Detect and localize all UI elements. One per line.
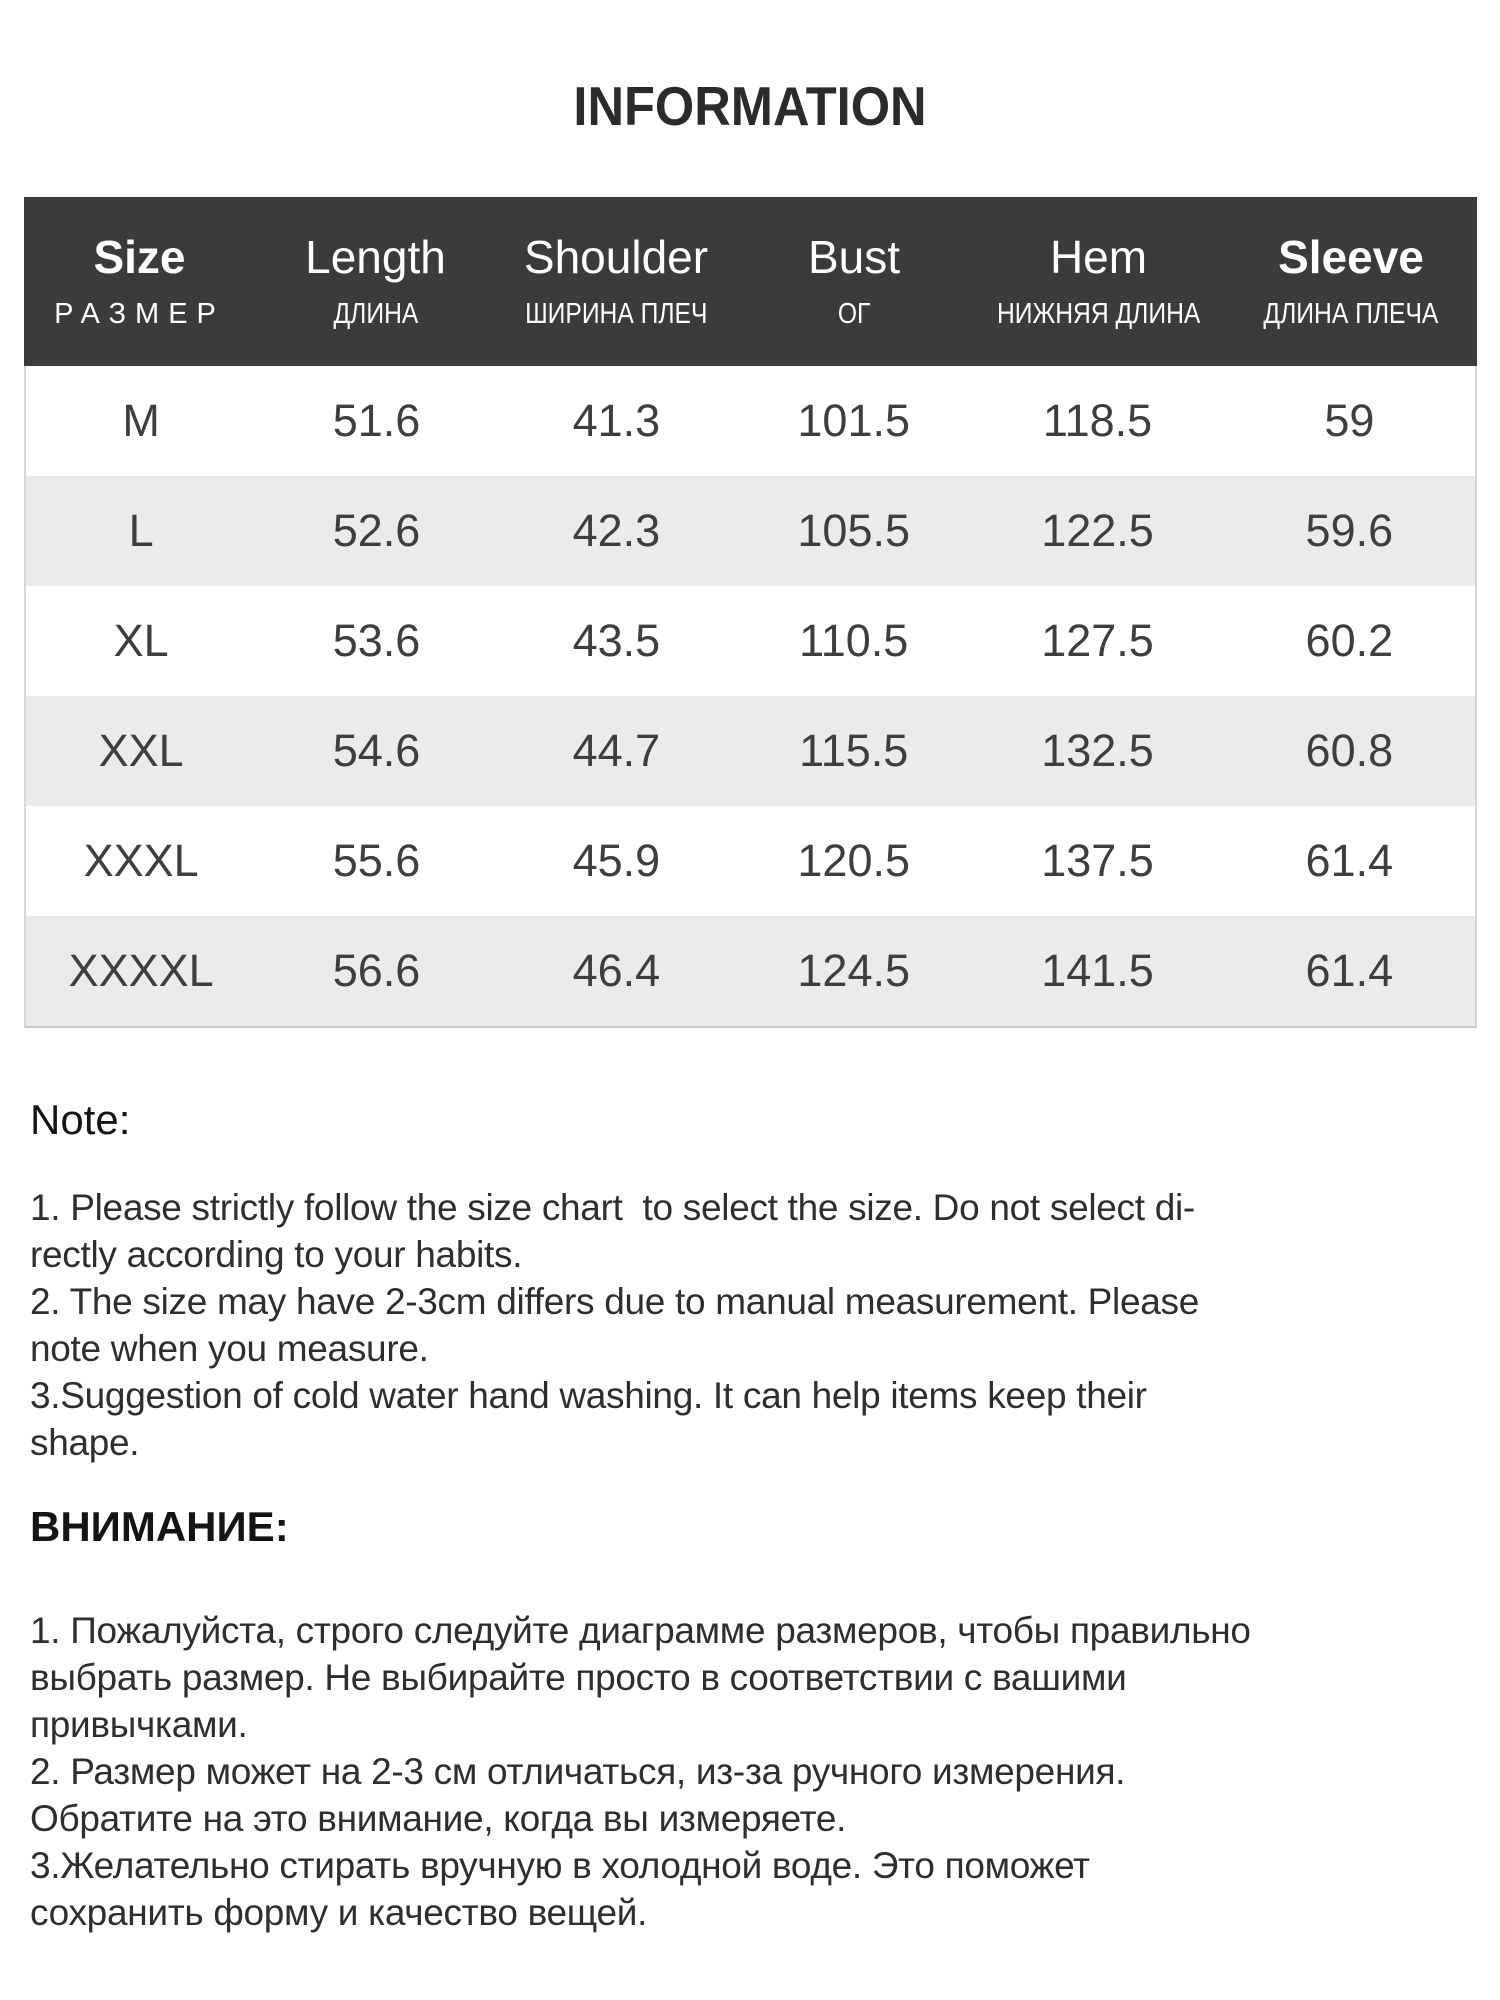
header-label-hem-en: Hem (1049, 231, 1148, 283)
cell-hem: 127.5 (1041, 615, 1154, 666)
cell-hem: 141.5 (1041, 945, 1154, 996)
cell-shoulder: 45.9 (572, 835, 661, 886)
table-row-xxl (26, 696, 1475, 806)
header-label-sleeve-en: Sleeve (1278, 231, 1424, 283)
cell-size: L (128, 505, 154, 556)
cell-sleeve: 59 (1324, 395, 1375, 446)
cell-length: 53.6 (332, 615, 421, 666)
cell-sleeve: 60.2 (1305, 615, 1394, 666)
note-paragraph (30, 1184, 1468, 1466)
attention-heading: ВНИМАНИЕ: (30, 1503, 289, 1550)
note-line: 3.Suggestion of cold water hand washing. It can help items keep their (30, 1375, 1147, 1417)
cell-length: 52.6 (332, 505, 421, 556)
page-title: INFORMATION (573, 75, 927, 137)
cell-size: XL (113, 615, 169, 666)
cell-bust: 120.5 (797, 835, 911, 886)
cell-size: XXXL (83, 835, 199, 886)
cell-sleeve: 60.8 (1305, 725, 1394, 776)
cell-shoulder: 41.3 (572, 395, 661, 446)
cell-length: 55.6 (332, 835, 421, 886)
table-row-xxxxl (26, 916, 1475, 1026)
cell-hem: 122.5 (1041, 505, 1154, 556)
cell-sleeve: 59.6 (1305, 505, 1394, 556)
header-cell-bust (736, 197, 972, 366)
table-row-xxxl (26, 806, 1475, 916)
header-cell-size (24, 197, 255, 366)
note-section (30, 1096, 1468, 1466)
attention-line: 2. Размер может на 2-3 см отличаться, из-за ручного измерения. (30, 1751, 1126, 1793)
attention-line: 3.Желательно стирать вручную в холодной воде. Это поможет (30, 1845, 1090, 1887)
attention-line: 1. Пожалуйста, строго следуйте диаграмме размеров, чтобы правильно (30, 1610, 1251, 1652)
table-row-xl (26, 586, 1475, 696)
size-table (24, 197, 1477, 1028)
attention-line: Обратите на это внимание, когда вы измеряете. (30, 1798, 847, 1840)
note-heading: Note: (30, 1096, 131, 1143)
cell-sleeve: 61.4 (1305, 835, 1394, 886)
note-line: note when you measure. (30, 1328, 429, 1370)
note-line: shape. (30, 1422, 140, 1464)
header-label-shoulder-en: Shoulder (523, 231, 709, 283)
header-label-size-ru: РАЗМЕР (54, 298, 225, 330)
table-header (24, 197, 1477, 366)
cell-hem: 118.5 (1042, 395, 1153, 446)
cell-bust: 110.5 (799, 615, 909, 666)
header-label-length-ru: ДЛИНА (333, 298, 418, 330)
cell-length: 51.6 (332, 395, 421, 446)
table-row-m (26, 366, 1475, 476)
cell-size: XXXXL (68, 945, 214, 996)
attention-section (30, 1503, 1468, 1936)
cell-length: 54.6 (332, 725, 421, 776)
header-label-sleeve-ru: ДЛИНА ПЛЕЧА (1263, 298, 1439, 330)
header-label-hem-ru: НИЖНЯЯ ДЛИНА (996, 298, 1201, 330)
cell-shoulder: 43.5 (572, 615, 661, 666)
attention-line: сохранить форму и качество вещей. (30, 1892, 648, 1934)
cell-size: M (122, 395, 160, 446)
header-cell-length (255, 197, 496, 366)
header-cell-sleeve (1225, 197, 1477, 366)
cell-hem: 137.5 (1041, 835, 1154, 886)
cell-bust: 124.5 (797, 945, 911, 996)
table-row-l (26, 476, 1475, 586)
cell-size: XXL (98, 725, 184, 776)
cell-bust: 101.5 (797, 395, 911, 446)
header-cell-hem (972, 197, 1225, 366)
header-label-length-en: Length (305, 231, 446, 283)
header-cell-shoulder (496, 197, 736, 366)
note-line: 2. The size may have 2-3cm differs due to manual measurement. Please (30, 1281, 1200, 1323)
table-body (24, 366, 1477, 1028)
cell-bust: 115.5 (799, 725, 909, 776)
note-line: 1. Please strictly follow the size chart to select the size. Do not select di- (30, 1187, 1195, 1229)
cell-shoulder: 44.7 (572, 725, 661, 776)
cell-shoulder: 42.3 (572, 505, 661, 556)
attention-line: выбрать размер. Не выбирайте просто в соответствии с вашими (30, 1657, 1127, 1699)
cell-shoulder: 46.4 (572, 945, 661, 996)
header-label-size-en: Size (93, 231, 186, 283)
attention-paragraph (30, 1607, 1468, 1936)
attention-line: привычками. (30, 1704, 248, 1746)
cell-hem: 132.5 (1041, 725, 1154, 776)
header-label-bust-en: Bust (807, 231, 901, 283)
cell-sleeve: 61.4 (1305, 945, 1394, 996)
cell-bust: 105.5 (797, 505, 911, 556)
cell-length: 56.6 (332, 945, 421, 996)
header-label-shoulder-ru: ШИРИНА ПЛЕЧ (524, 298, 708, 330)
note-line: rectly according to your habits. (30, 1234, 523, 1276)
header-label-bust-ru: ОГ (837, 298, 871, 330)
